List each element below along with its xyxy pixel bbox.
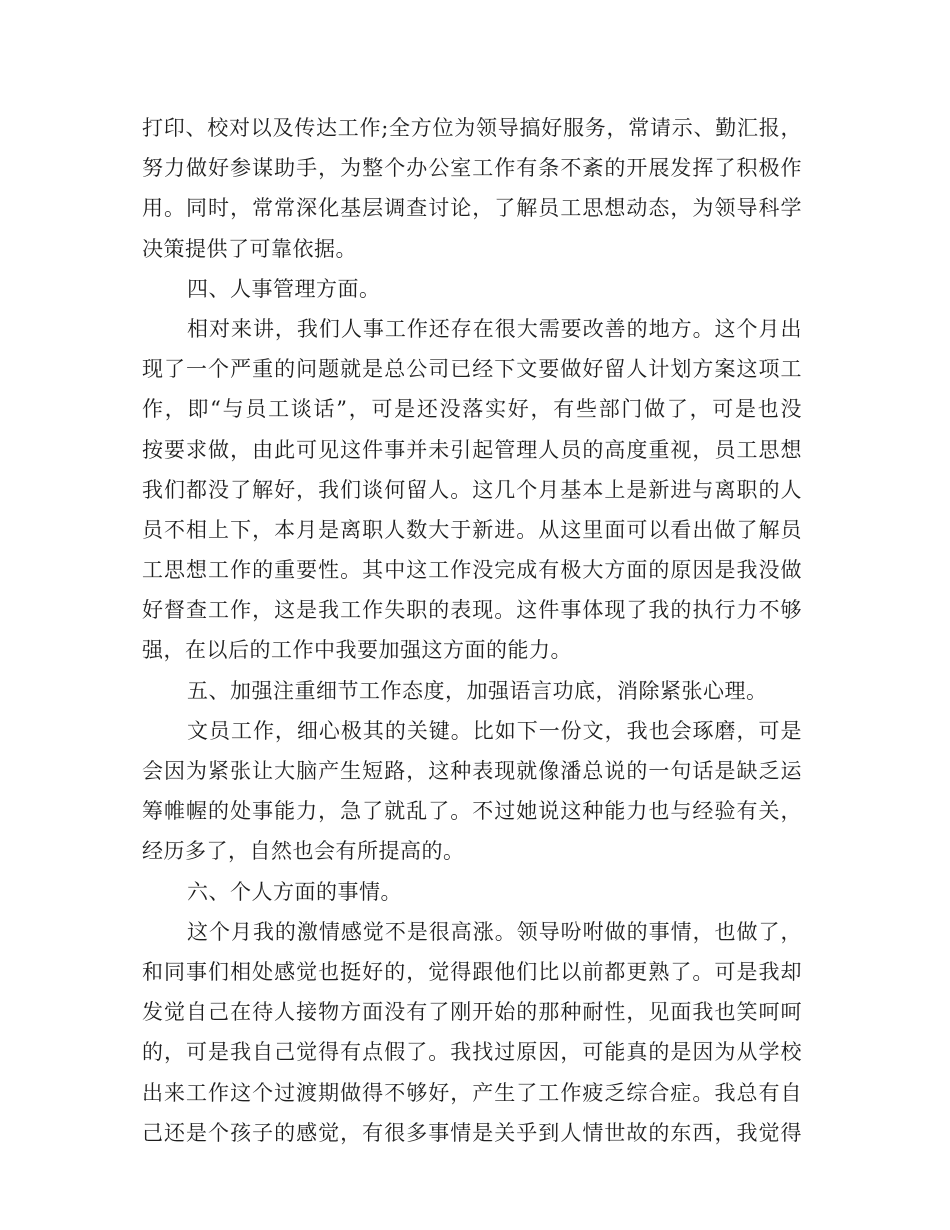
section-heading-personal — [142, 872, 802, 912]
text-line: 会因为紧张让大脑产生短路，这种表现就像潘总说的一句话是缺乏运 — [142, 759, 802, 783]
text-line: 员不相上下，本月是离职人数大于新进。从这里面可以看出做了解员 — [142, 517, 802, 542]
text-line: 强，在以后的工作中我要加强这方面的能力。 — [142, 638, 572, 663]
heading-text: 四、人事管理方面。 — [187, 276, 381, 301]
text-line: 好督查工作，这是我工作失职的表现。这件事体现了我的执行力不够 — [142, 598, 802, 623]
text-line: 经历多了，自然也会有所提高的。 — [142, 839, 465, 864]
text-line: 用。同时，常常深化基层调查讨论，了解员工思想动态，为领导科学 — [142, 196, 802, 221]
text-line: 这个月我的激情感觉不是很高涨。领导吩咐做的事情，也做了， — [187, 919, 802, 944]
text-line: 我们都没了解好，我们谈何留人。这几个月基本上是新进与离职的人 — [142, 477, 802, 502]
paragraph-personal — [142, 912, 802, 1153]
text-line: 现了一个严重的问题就是总公司已经下文要做好留人计划方案这项工 — [142, 357, 802, 382]
text-line: 的，可是我自己觉得有点假了。我找过原因，可能真的是因为从学校 — [142, 1040, 802, 1065]
text-line: 筹帷幄的处事能力，急了就乱了。不过她说这种能力也与经验有关， — [142, 799, 802, 824]
heading-text: 六、个人方面的事情。 — [187, 879, 402, 904]
heading-text: 五、加强注重细节工作态度，加强语言功底，消除紧张心理。 — [187, 678, 768, 703]
text-line: 和同事们相处感觉也挺好的，觉得跟他们比以前都更熟了。可是我却 — [142, 959, 802, 984]
text-line: 工思想工作的重要性。其中这工作没完成有极大方面的原因是我没做 — [142, 558, 802, 583]
text-line: 按要求做，由此可见这件事并未引起管理人员的高度重视，员工思想 — [142, 437, 802, 462]
text-line: 文员工作，细心极其的关键。比如下一份文，我也会琢磨，可是 — [187, 718, 802, 743]
text-line: 相对来讲，我们人事工作还存在很大需要改善的地方。这个月出 — [187, 316, 802, 341]
paragraph-hr — [142, 309, 802, 671]
paragraph-details — [142, 711, 802, 872]
document-body — [142, 108, 802, 1153]
text-line: 出来工作这个过渡期做得不够好，产生了工作疲乏综合症。我总有自 — [142, 1080, 802, 1105]
paragraph-continuation — [142, 108, 802, 269]
text-line: 己还是个孩子的感觉，有很多事情是关乎到人情世故的东西，我觉得 — [142, 1120, 802, 1145]
section-heading-hr — [142, 269, 802, 309]
section-heading-details — [142, 671, 802, 711]
text-line: 努力做好参谋助手，为整个办公室工作有条不紊的开展发挥了积极作 — [142, 156, 802, 181]
text-line: 决策提供了可靠依据。 — [142, 236, 357, 261]
text-line: 发觉自己在待人接物方面没有了刚开始的那种耐性，见面我也笑呵呵 — [142, 1000, 802, 1025]
text-line: 打印、校对以及传达工作;全方位为领导搞好服务，常请示、勤汇报， — [142, 116, 802, 140]
text-line: 作，即“与员工谈话”，可是还没落实好，有些部门做了，可是也没 — [142, 397, 802, 422]
